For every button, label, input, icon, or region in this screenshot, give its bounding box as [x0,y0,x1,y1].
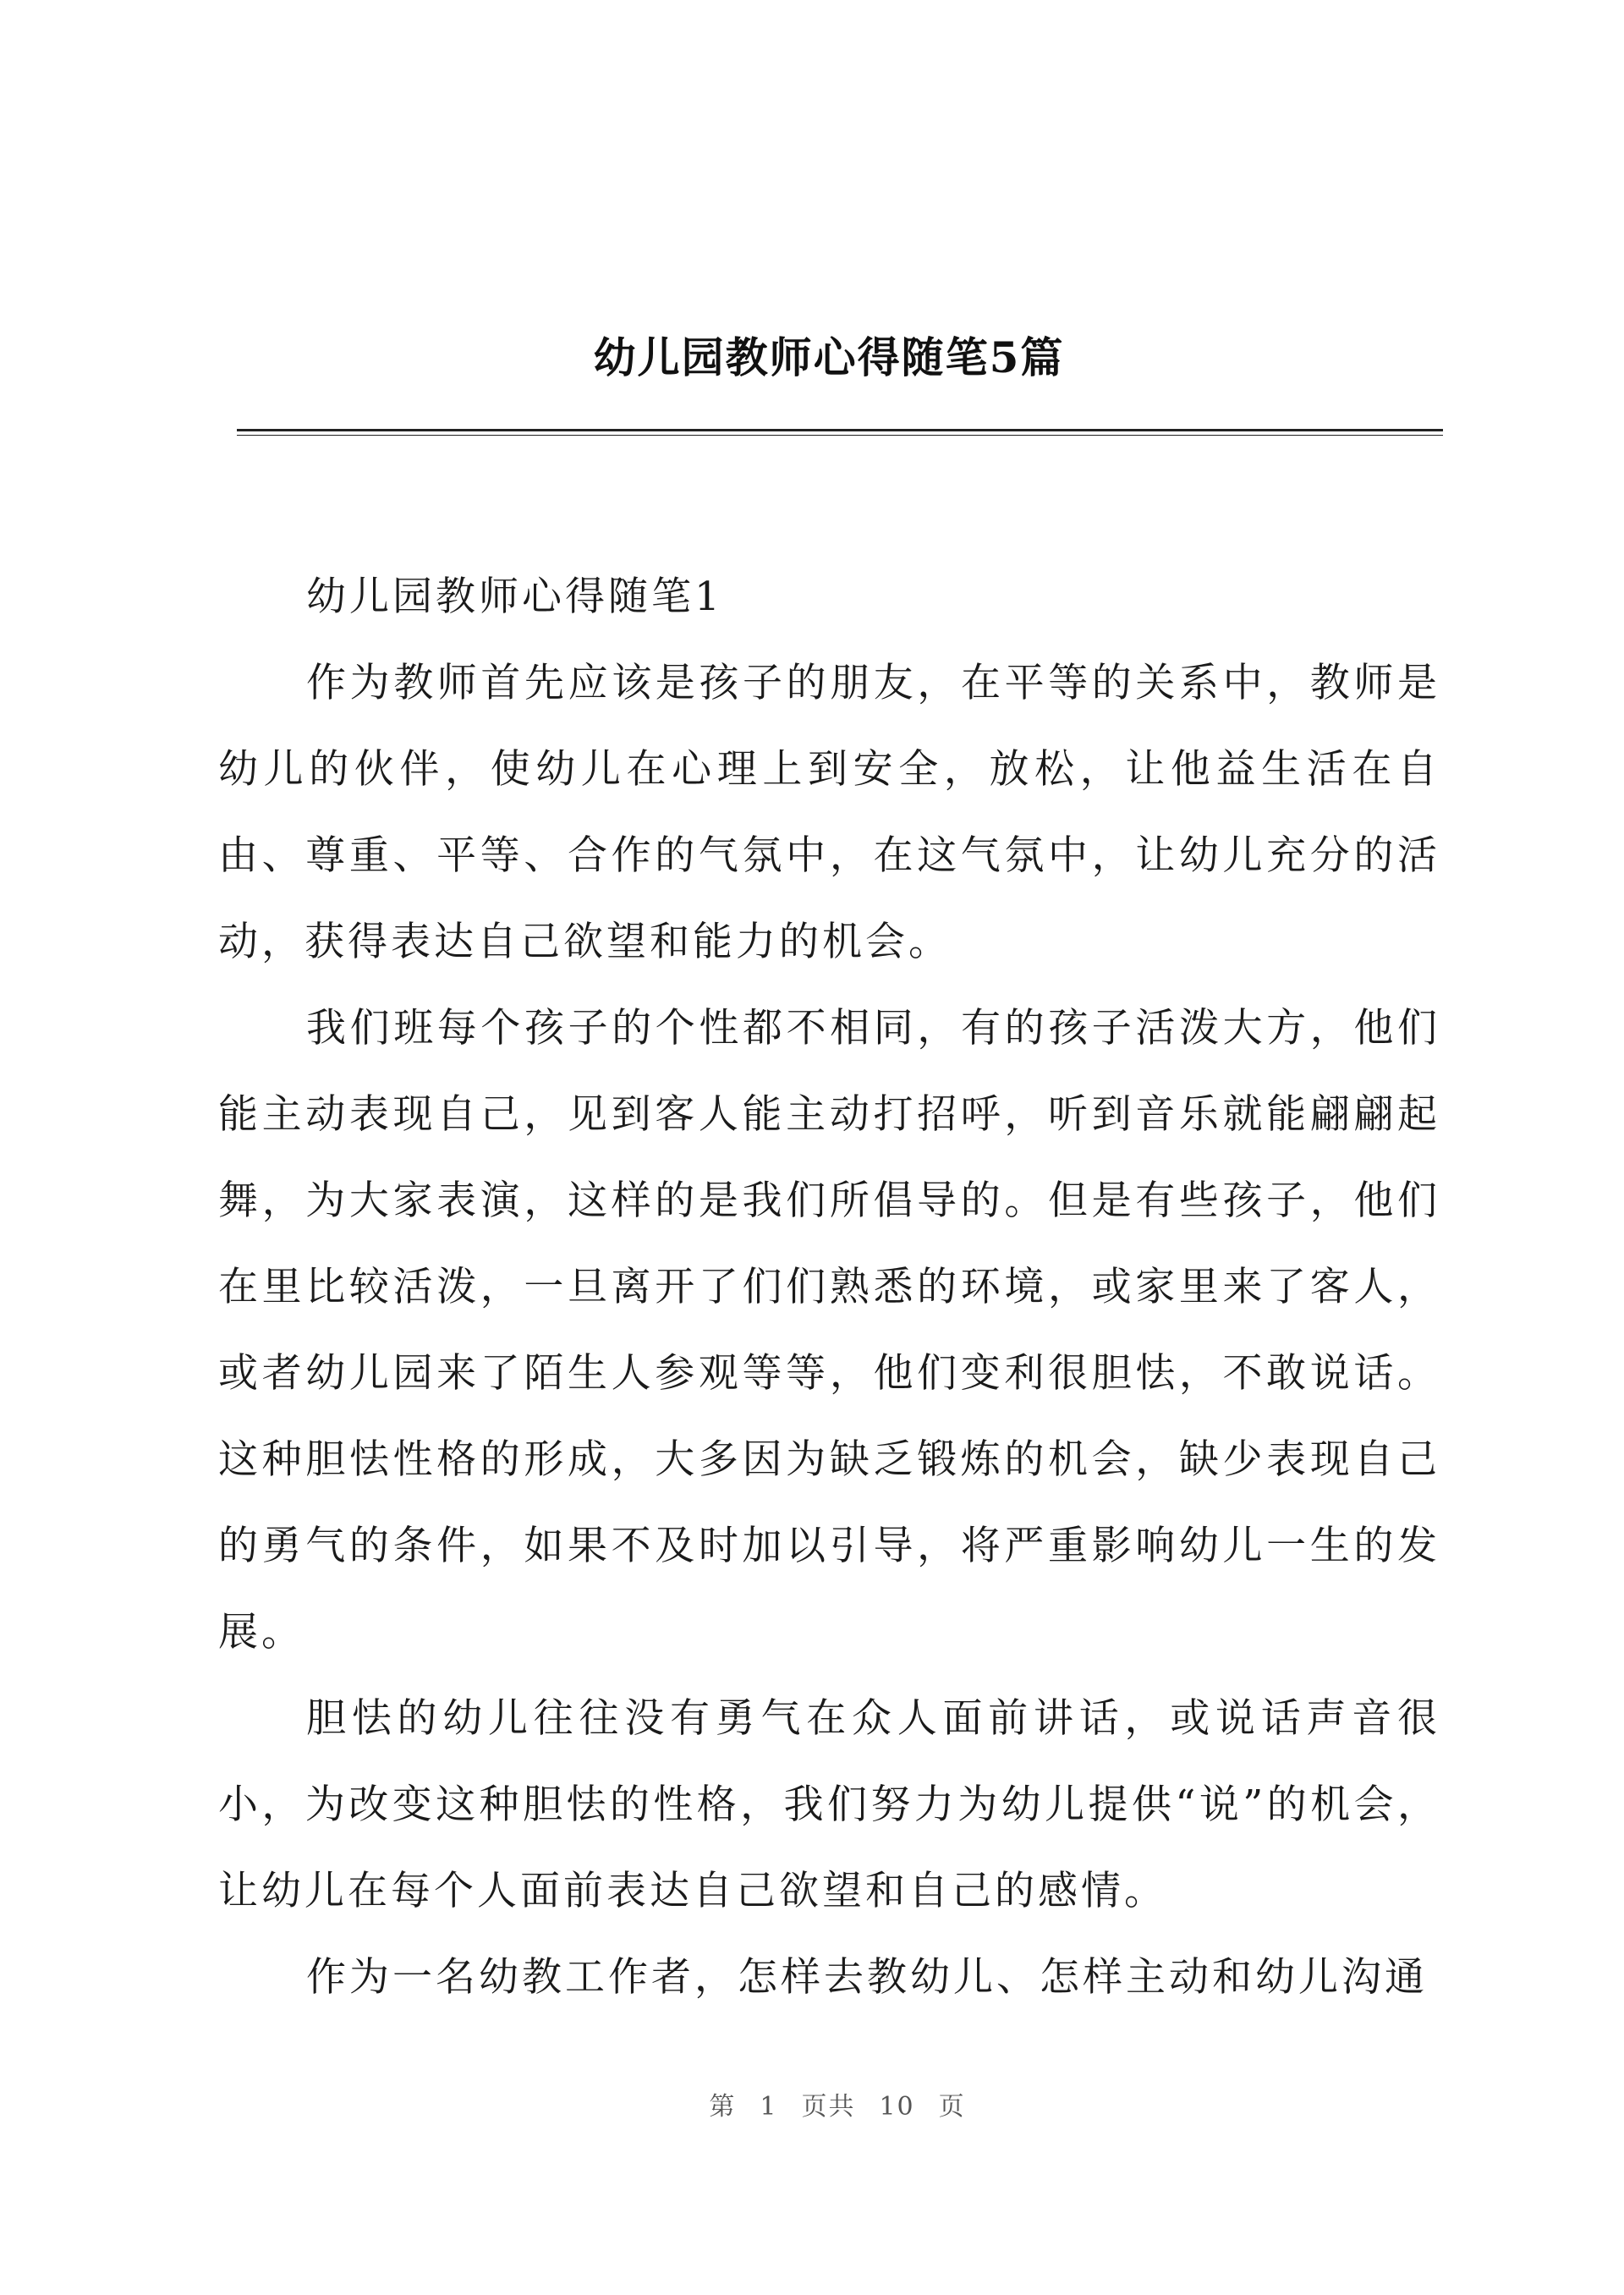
paragraph: 胆怯的幼儿往往没有勇气在众人面前讲话，或说话声音很小，为改变这种胆怯的性格，我们努力为幼儿提供“说”的机会，让幼儿在每个人面前表达自己欲望和自己的感情。 [218,1695,1440,1914]
title-divider-thin [237,435,1443,436]
title-divider-thick [237,429,1443,431]
footer-middle: 页共 [801,2092,856,2122]
document-body [218,554,1440,2021]
paragraph: 作为一名幼教工作者，怎样去教幼儿、怎样主动和幼儿沟通 [306,1954,1428,2001]
footer-prefix: 第 [709,2092,737,2122]
paragraph: 我们班每个孩子的个性都不相同，有的孩子活泼大方，他们能主动表现自己，见到客人能主动打招呼，听到音乐就能翩翩起舞，为大家表演，这样的是我们所倡导的。但是有些孩子，他们在里比较活泼，一旦离开了们们熟悉的环境，或家里来了客人，或者幼儿园来了陌生人参观等等，他们变利很胆怯，不敢说话。这种胆怯性格的形成，大多因为缺乏锻炼的机会，缺少表现自己的勇气的条件，如果不及时加以引导，将严重影响幼儿一生的发展。 [218,1005,1440,1655]
page-footer [0,2085,1624,2122]
document-title: 幼儿园教师心得随笔5篇 [593,332,1065,382]
section-heading: 幼儿园教师心得随笔1 [306,574,723,620]
footer-current-page: 1 [760,2092,778,2122]
paragraph: 作为教师首先应该是孩子的朋友，在平等的关系中，教师是幼儿的伙伴，使幼儿在心理上到安全，放松，让他益生活在自由、尊重、平等、合作的气氛中，在这气氛中，让幼儿充分的活动，获得表达自己欲望和能力的机会。 [218,660,1440,965]
footer-suffix: 页 [938,2092,966,2122]
footer-total-pages: 10 [879,2092,915,2122]
